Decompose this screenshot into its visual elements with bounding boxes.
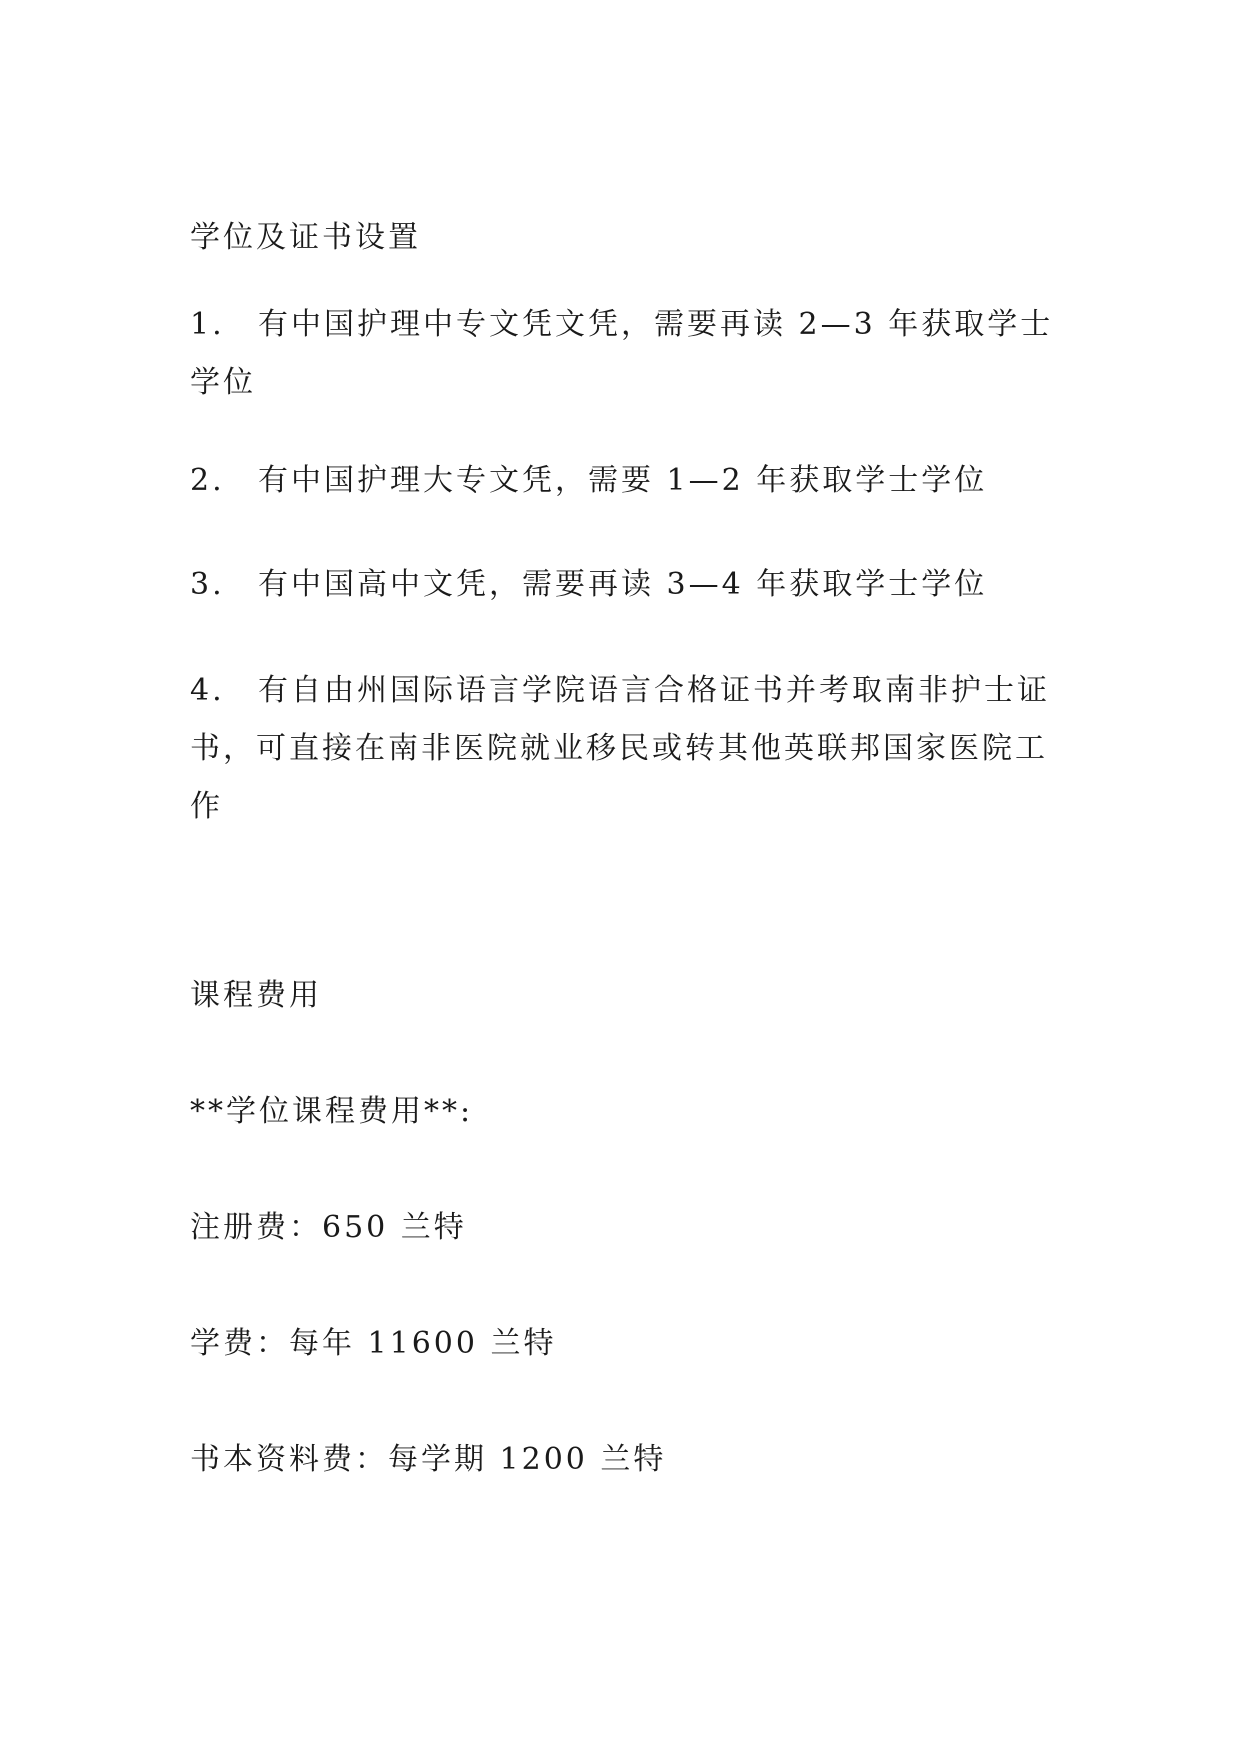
list-item [190, 556, 1070, 614]
list-item [190, 452, 1070, 510]
list-item [190, 662, 1070, 836]
item-number: 4. [190, 673, 225, 708]
item-text: 有中国高中文凭，需要再读 3—4 年获取学士学位 [258, 567, 988, 602]
fee-item: 注册费：650 兰特 [190, 1210, 467, 1245]
list-item [190, 296, 1070, 412]
item-text: 有中国护理大专文凭，需要 1—2 年获取学士学位 [258, 463, 988, 498]
item-text-continued: 作 [190, 789, 223, 824]
item-text: 有自由州国际语言学院语言合格证书并考取南非护士证 [258, 673, 1050, 708]
item-text-continued: 学位 [190, 365, 256, 400]
item-number: 2. [190, 463, 225, 498]
item-number: 3. [190, 567, 225, 602]
item-text-continued: 书，可直接在南非医院就业移民或转其他英联邦国家医院工 [190, 731, 1048, 766]
fees-subheading: **学位课程费用**: [190, 1094, 474, 1129]
fee-item: 书本资料费：每学期 1200 兰特 [190, 1442, 667, 1477]
section-heading-fees: 课程费用 [190, 978, 322, 1013]
item-number: 1. [190, 307, 225, 342]
item-text: 有中国护理中专文凭文凭，需要再读 2—3 年获取学士 [258, 307, 1054, 342]
section-heading-degree: 学位及证书设置 [190, 220, 421, 255]
fee-item: 学费：每年 11600 兰特 [190, 1326, 557, 1361]
